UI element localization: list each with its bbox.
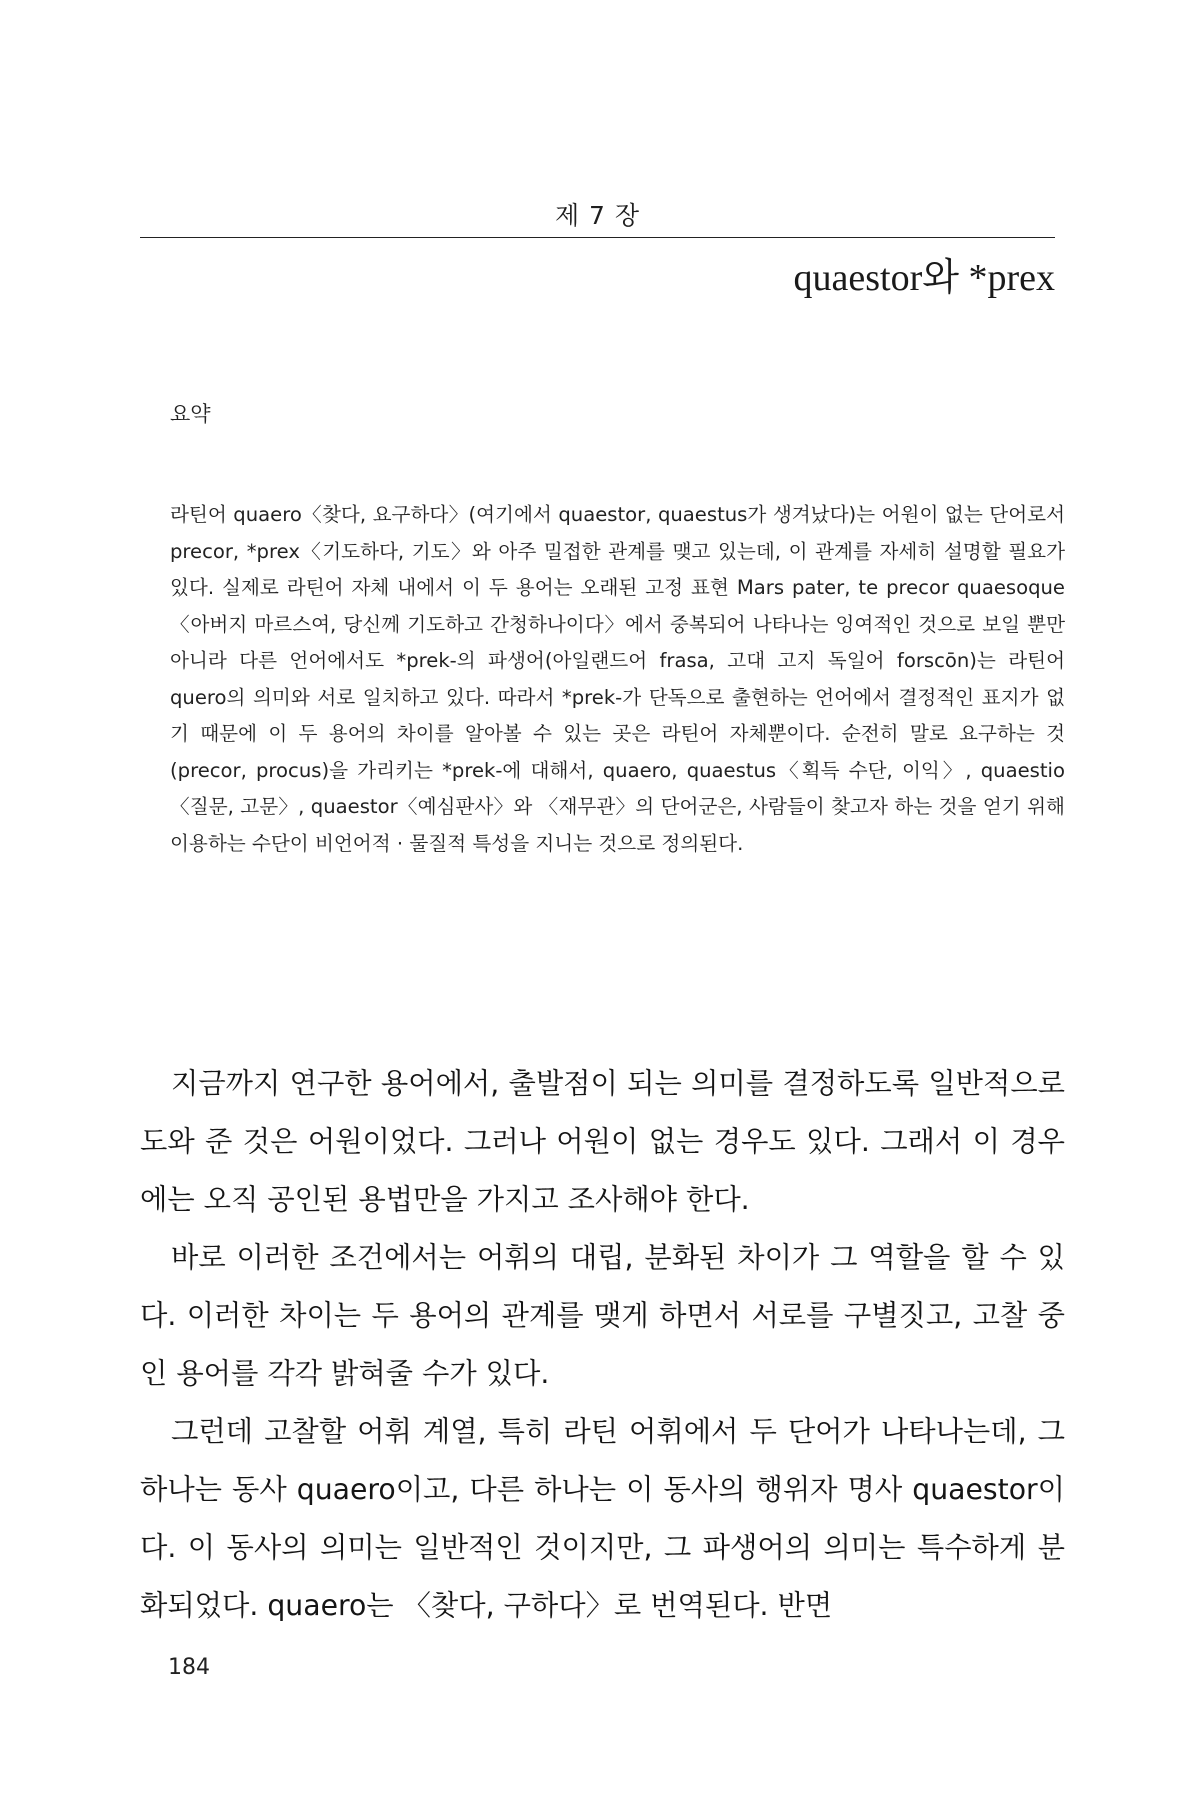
body-paragraph-1: 지금까지 연구한 용어에서, 출발점이 되는 의미를 결정하도록 일반적으로 도와 준 것은 어원이었다. 그러나 어원이 없는 경우도 있다. 그래서 이 경우에는 오직 공인된 용법만을 가지고 조사해야 한다. (140, 1067, 1065, 1216)
body-text (140, 1055, 1065, 1635)
body-paragraph-3: 그런데 고찰할 어휘 계열, 특히 라틴 어휘에서 두 단어가 나타나는데, 그 하나는 동사 quaero이고, 다른 하나는 이 동사의 행위자 명사 quaestor이다. 이 동사의 의미는 일반적인 것이지만, 그 파생어의 의미는 특수하게 분화되었다. quaero는 〈찾다, 구하다〉로 번역된다. 반면 (140, 1415, 1065, 1622)
chapter-label: 제 7 장 (554, 201, 641, 230)
chapter-title: quaestor와 *prex (793, 257, 1055, 299)
chapter-divider (140, 237, 1055, 238)
summary-heading: 요약 (170, 402, 211, 426)
page-number: 184 (168, 1655, 210, 1680)
summary-paragraph: 라틴어 quaero〈찾다, 요구하다〉(여기에서 quaestor, quaestus가 생겨났다)는 어원이 없는 단어로서 precor, *prex〈기도하다, 기도〉와 아주 밀접한 관계를 맺고 있는데, 이 관계를 자세히 설명할 필요가 있다. 실제로 라틴어 자체 내에서 이 두 용어는 오래된 고정 표현 Mars pater, te precor quaesoque〈아버지 마르스여, 당신께 기도하고 간청하나이다〉에서 중복되어 나타나는 잉여적인 것으로 보일 뿐만 아니라 다른 언어에서도 *prek-의 파생어(아일랜드어 frasa, 고대 고지 독일어 forscōn)는 라틴어 quero의 의미와 서로 일치하고 있다. 따라서 *prek-가 단독으로 출현하는 언어에서 결정적인 표지가 없기 때문에 이 두 용어의 차이를 알아볼 수 있는 곳은 라틴어 자체뿐이다. 순전히 말로 요구하는 것(precor, procus)을 가리키는 *prek-에 대해서, quaero, quaestus〈획득 수단, 이익〉, quaestio〈질문, 고문〉, quaestor〈예심판사〉와 〈재무관〉의 단어군은, 사람들이 찾고자 하는 것을 얻기 위해 이용하는 수단이 비언어적 · 물질적 특성을 지니는 것으로 정의된다. (170, 503, 1065, 855)
body-paragraph-2: 바로 이러한 조건에서는 어휘의 대립, 분화된 차이가 그 역할을 할 수 있다. 이러한 차이는 두 용어의 관계를 맺게 하면서 서로를 구별짓고, 고찰 중인 용어를 각각 밝혀줄 수가 있다. (140, 1241, 1065, 1390)
